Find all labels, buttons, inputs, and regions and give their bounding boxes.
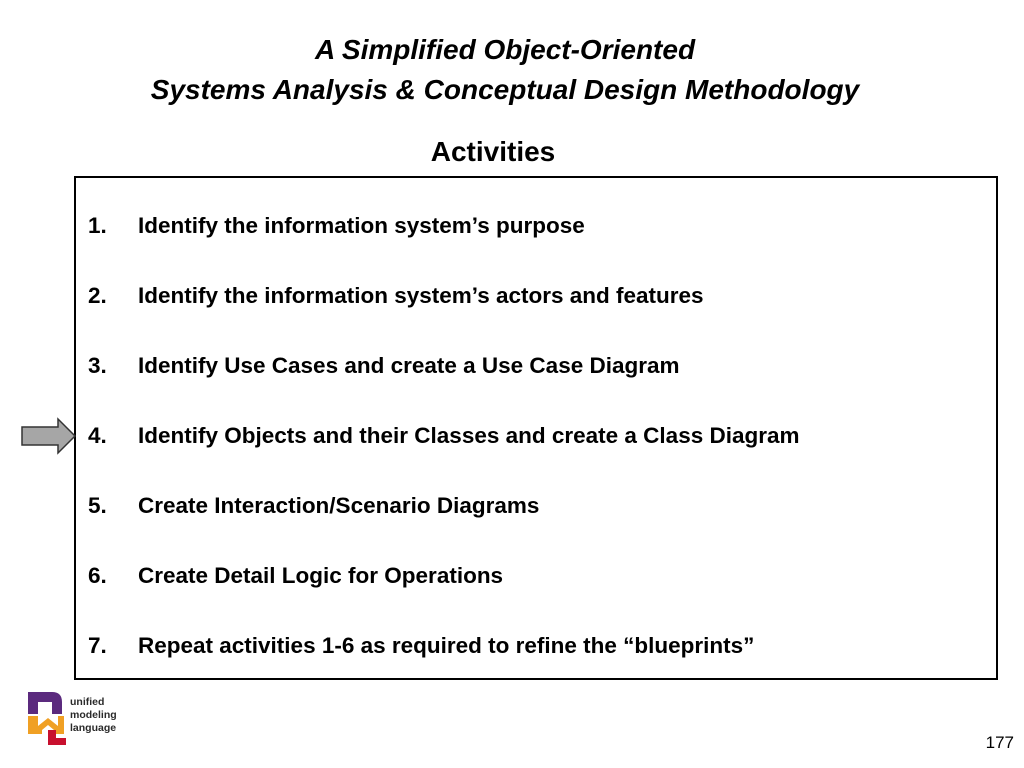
activity-text: Identify the information system’s actors and features: [138, 283, 704, 308]
activities-box: [74, 176, 998, 680]
activity-number: 4.: [88, 423, 107, 448]
logo-line-2: modeling: [70, 709, 117, 721]
logo-m-shape: [28, 716, 64, 734]
right-arrow-icon: [20, 417, 78, 455]
uml-logo-icon: [24, 690, 68, 746]
uml-logo-text: [70, 696, 117, 735]
activity-number: 6.: [88, 563, 107, 588]
activity-number: 2.: [88, 283, 107, 308]
activity-text: Identify the information system’s purpose: [138, 213, 585, 238]
logo-line-3: language: [70, 722, 117, 734]
logo-line-1: unified: [70, 696, 105, 708]
title-line-1: A Simplified Object-Oriented: [314, 34, 696, 65]
page-number: 177: [985, 733, 1014, 752]
title-line-2: Systems Analysis & Conceptual Design Methodology: [150, 74, 860, 105]
activity-text: Repeat activities 1-6 as required to refine the “blueprints”: [138, 633, 755, 658]
activity-text: Identify Use Cases and create a Use Case Diagram: [138, 353, 680, 378]
logo-u-shape: [28, 692, 62, 714]
activity-number: 7.: [88, 633, 107, 658]
slide-title: [0, 30, 1010, 110]
activity-text: Identify Objects and their Classes and create a Class Diagram: [138, 423, 800, 448]
activity-number: 5.: [88, 493, 107, 518]
slide-subtitle: Activities: [430, 136, 556, 167]
activity-number: 3.: [88, 353, 107, 378]
activity-text: Create Detail Logic for Operations: [138, 563, 504, 588]
activity-text: Create Interaction/Scenario Diagrams: [138, 493, 540, 518]
activity-number: 1.: [88, 213, 107, 238]
arrow-shape: [22, 419, 75, 453]
